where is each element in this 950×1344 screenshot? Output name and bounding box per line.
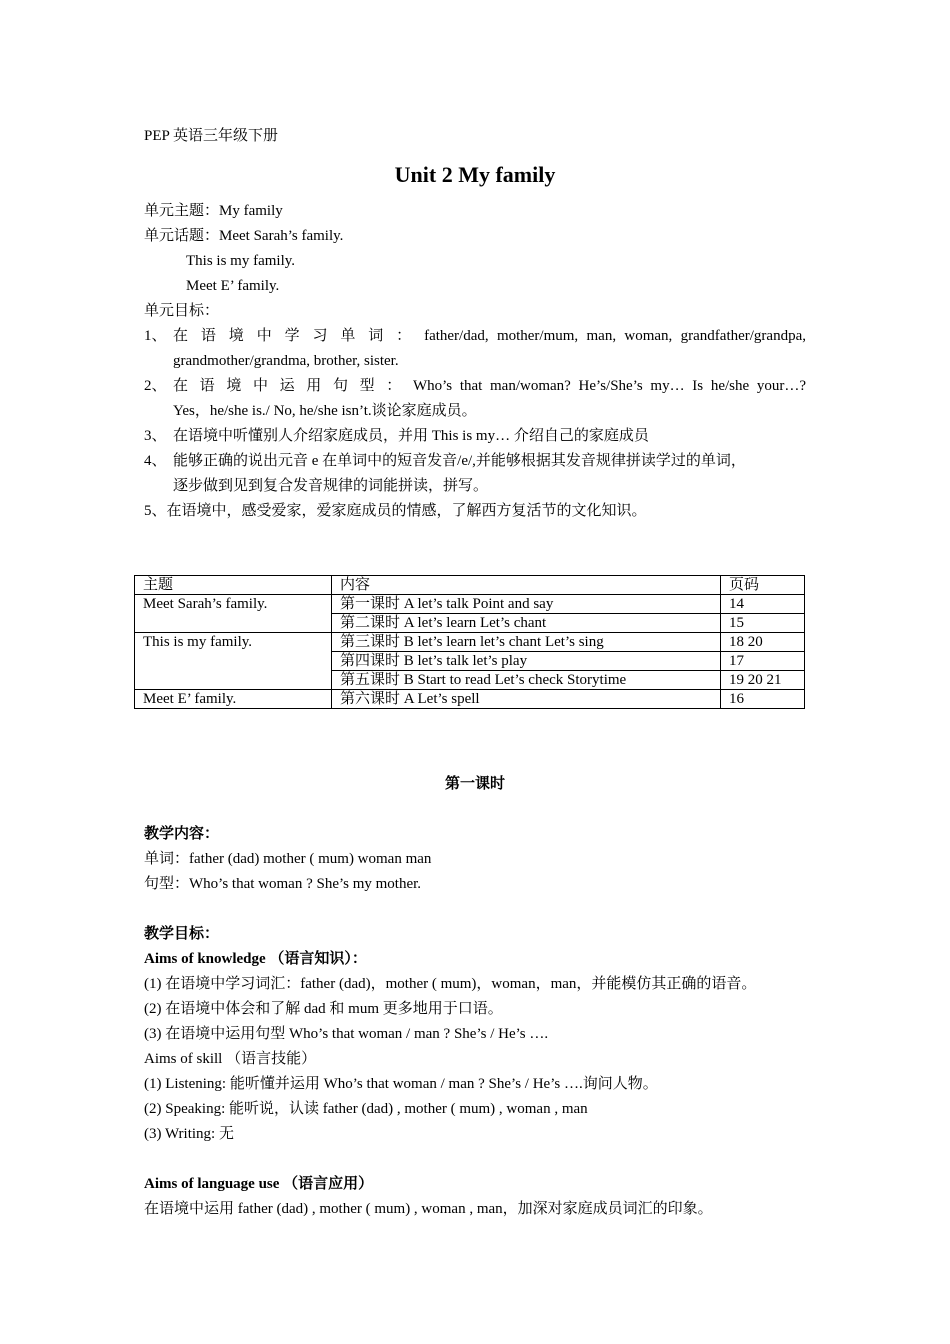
unit-goal-2 [144,374,806,424]
goal-number: 3、 [144,428,167,444]
goal-text: 在 语 境 中 学 习 单 词 ： father/dad, mother/mum, man, woman, grandfather/grandpa, [173,328,806,344]
page-cell: 16 [721,690,805,709]
goal-text: 在语境中听懂别人介绍家庭成员，并用 This is my… 介绍自己的家庭成员 [173,428,649,444]
unit-topic: 单元话题：Meet Sarah’s family. [144,228,344,244]
unit-goal-5: 5、在语境中，感受爱家，爱家庭成员的情感，了解西方复活节的文化知识。 [144,503,647,519]
page-cell: 15 [721,614,805,633]
page-cell: 18 20 [721,633,805,652]
table-row [135,690,805,709]
goal-number: 1、 [144,328,167,344]
lesson-table [134,575,805,709]
content-cell: 第四课时 B let’s talk let’s play [332,652,721,671]
goal-text-cont: 逐步做到见到复合发音规律的词能拼读，拼写。 [173,478,489,494]
use-label: Aims of language use （语言应用） [144,1176,374,1192]
table-row [135,595,805,614]
knowledge-item: (3) 在语境中运用句型 Who’s that woman / man ? She’s / He’s …. [144,1026,549,1042]
content-label: 教学内容： [144,826,220,842]
header-content: 内容 [332,576,721,595]
content-cell: 第五课时 B Start to read Let’s check Storytime [332,671,721,690]
unit-goals-label: 单元目标： [144,303,220,319]
lesson-words: 单词：father (dad) mother ( mum) woman man [144,851,432,867]
theme-cell: Meet E’ family. [135,690,332,709]
theme-cell: Meet Sarah’s family. [135,595,332,633]
goal-text-cont: Yes，he/she is./ No, he/she isn’t.谈论家庭成员。 [173,403,477,419]
aims-label: 教学目标： [144,926,220,942]
knowledge-item: (1) 在语境中学习词汇：father (dad)，mother ( mum)，woman，man，并能模仿其正确的语音。 [144,976,757,992]
knowledge-item: (2) 在语境中体会和了解 dad 和 mum 更多地用于口语。 [144,1001,503,1017]
unit-goal-1 [144,324,806,374]
book-header: PEP 英语三年级下册 [144,128,279,144]
lesson-sentences: 句型：Who’s that woman ? She’s my mother. [144,876,422,892]
lesson-title: 第一课时 [444,776,505,792]
unit-goal-4 [144,449,806,499]
skill-label: Aims of skill （语言技能） [144,1051,317,1067]
page-cell: 14 [721,595,805,614]
table-row [135,633,805,652]
goal-text-cont: grandmother/grandma, brother, sister. [173,353,399,369]
skill-item: (3) Writing: 无 [144,1126,234,1142]
unit-theme: 单元主题：My family [144,203,283,219]
header-theme: 主题 [135,576,332,595]
skill-item: (1) Listening: 能听懂并运用 Who’s that woman / man ? She’s / He’s ….询问人物。 [144,1076,658,1092]
page-title: Unit 2 My family [394,162,556,187]
use-text: 在语境中运用 father (dad) , mother ( mum) , woman , man，加深对家庭成员词汇的印象。 [144,1201,713,1217]
content-cell: 第二课时 A let’s learn Let’s chant [332,614,721,633]
content-cell: 第一课时 A let’s talk Point and say [332,595,721,614]
page-cell: 17 [721,652,805,671]
unit-goal-3 [144,424,806,449]
content-cell: 第三课时 B let’s learn let’s chant Let’s sing [332,633,721,652]
knowledge-label: Aims of knowledge （语言知识）： [144,951,367,967]
unit-topic-line: This is my family. [186,253,296,269]
theme-cell: This is my family. [135,633,332,690]
content-cell: 第六课时 A Let’s spell [332,690,721,709]
goal-text: 能够正确的说出元音 e 在单词中的短音发音/e/,并能够根据其发音规律拼读学过的单词， [173,453,746,469]
unit-topic-line: Meet E’ family. [186,278,280,294]
goal-number: 2、 [144,378,167,394]
skill-item: (2) Speaking: 能听说，认读 father (dad) , mother ( mum) , woman , man [144,1101,588,1117]
page-cell: 19 20 21 [721,671,805,690]
header-page: 页码 [721,576,805,595]
table-header-row [135,576,805,595]
goal-text: 在 语 境 中 运 用 句 型 ： Who’s that man/woman? He’s/She’s my… Is he/she your…? [173,378,806,394]
goal-number: 4、 [144,453,167,469]
